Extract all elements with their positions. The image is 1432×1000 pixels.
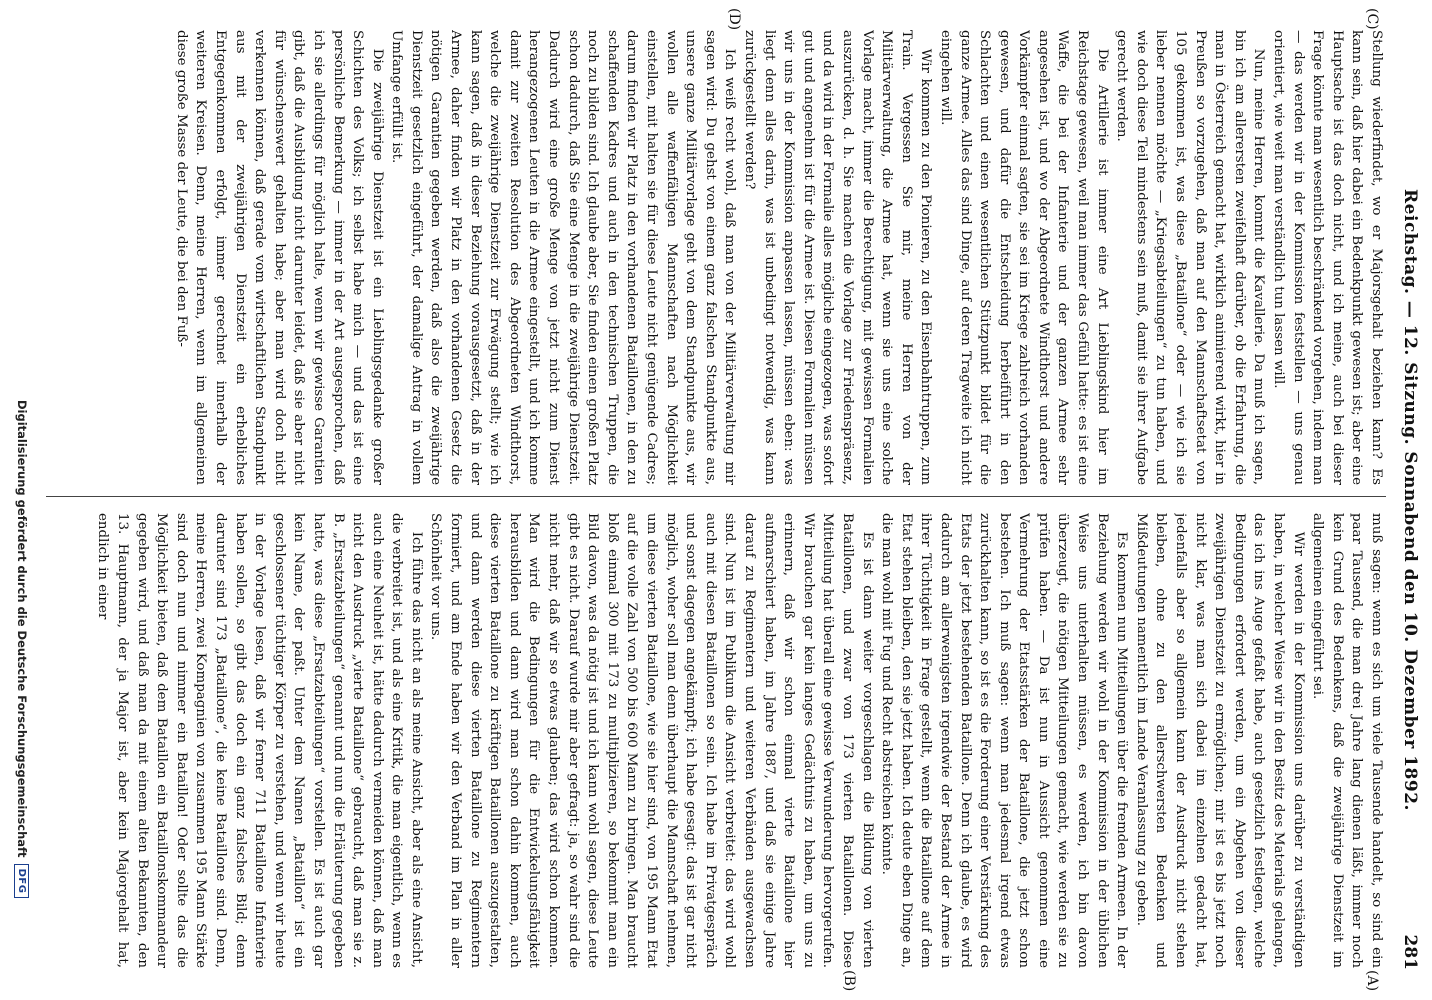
paragraph: muß sagen: wenn es sich um viele Tausende handelt, so sind ein paar Tausend, die man drei Jahre lang dienen läßt, immer noch kein Grund des Bedenkens, daß die zweijährige Dienstzeit im allgemeinen eingeführt sei. — [1310, 513, 1384, 968]
digitization-credit-text: Digitalisierung gefördert durch die Deutsche Forschungsgemeinschaft — [15, 400, 29, 858]
paragraph: Die zweijährige Dienstzeit ist ein Lieblingsgedanke großer Schichten des Volks; ich selbst habe mich — und das ist eine persönliche Bemerkung — immer in der Art ausgesprochen, daß ich sie allerdings für möglich halte, wenn wir gewisse Garantien gibt, daß die Ausbildung nicht darunter leidet, daß sie aber nicht für wünschenswert gehalten habe; aber man wird doch nicht verkennen können, daß gerade vom wirtschaftlichen Standpunkt aus mit der zweijährigen Dienstzeit ein erhebliches Entgegenkommen erfolgt, immer gerechnet innerhalb der weiteren Kreisen. Denn, meine Herren, wenn im allgemeinen diese große Masse der Leute, die bei den Fuß- — [173, 30, 385, 485]
paragraph: Ich weiß recht wohl, daß man von der Militärverwaltung mir sagen wird: Du gehst von einem ganz falschen Standpunkte aus, unsere ganze Militärvorlage geht von dem Standpunkte aus, wir wollen alle waffenfähigen Mannschaften nach Möglichkeit einstellen, mit halten sie für diese Leute nicht genügende Cadres; darum finden wir Platz in den vorhandenen Bataillonen, in den zu schaffenden Kadres und auch in den technischen Truppen, die noch zu bilden sind. Ich glaube aber, Sie finden einen großen Platz schon dadurch, daß Sie eine Menge in die zweijährige Dienstzeit. Dadurch wird eine große Menge von jetzt nicht zum Dienst herangezogenen Leuten in die Armee eingestellt, und ich komme damit zur zweiten Resolution des Abgeordneten Windthorst, welche die zweijährige Dienstzeit zur Erwägung stellt; wie ich kann sagen, daß in dieser Beziehung vorausgesetzt, daß in der Armee, daher finden wir Platz in den vorhandenen Gesetz die nötigen Garantien gegeben werden, daß also die zweijährige Dienstzeit gesetzlich eingeführt, der damalige Antrag in vollem Umfange erfüllt ist. — [389, 30, 738, 485]
paragraph: Wir werden in der Kommission uns darüber zu verständigen haben, in welcher Weise wir in den Besitz des Materials gelangen, das ich ins Auge gefaßt habe, auch gesetzlich festlegen, welche Bedingungen erfordert werden, um ein Abgehen von dieser zweijährigen Dienstzeit zu ermöglichen; mir ist es bis jetzt noch nicht klar, was man sich dabei im einzelnen gedacht hat, jedenfalls aber so allgemein kann der Ausdruck nicht stehen bleiben, ohne zu den allerschwersten Bedenken und Mißdeutungen namentlich im Lande Veranlassung zu geben. — [1133, 513, 1306, 968]
page-header — [1390, 30, 1424, 970]
margin-mark-d: (D) — [726, 8, 742, 31]
paragraph: Die Artillerie ist immer eine Art Lieblingskind hier im Reichstage gewesen, weil man immer das Gefühl hatte: es ist eine Waffe, die bei der Infanterie und der ganzen Armee sehr angesehen ist, und wo der Abgeordnete Windthorst und andere Vorkämpfer einmal sagten, sie sei im Kriege zahlreich vorhanden gewesen, und dafür die Entscheidung herbeiführt in den Schlachten und einen wesentlichen Stützpunkt bildet für die ganze Armee. Alles das sind Dinge, auf deren Tragweite ich nicht eingehen will. — [937, 30, 1110, 485]
paragraph: Nun, meine Herren, kommt die Kavallerie. Da muß ich sagen, bin ich am allerersten zweifelhaft darüber, ob die Erfahrung, die man in Österreich gemacht hat, wirklich animierend wirkt, hier in Preußen so vorzugehen, daß man auf den Mannschaftsetat von 105 gekommen ist, was diese „Bataillone“ oder — wie ich sie lieber nennen möchte — „Kriegsabteilungen“ zu tun haben, und wie doch diese Teil mindestens sein muß, damit sie ihrer Aufgabe gerecht werden. — [1114, 30, 1267, 485]
page-number: 281 — [1400, 934, 1420, 970]
column-divider — [46, 496, 1386, 497]
margin-mark-c: (C) — [1364, 8, 1380, 30]
margin-mark-b: (B) — [841, 970, 857, 992]
text-column-left — [46, 513, 1386, 968]
paragraph: Stellung wiederfindet, wo er Majorsgehalt beziehen kann? Es kann sein, daß hier dabei ein Bedenkpunkt gewesen ist; aber eine Hauptsache ist das doch nicht, und ich meine, auch bei dieser Frage könnte man wesentlich beschränkend vorgehen, indem man — das werden wir in der Kommission feststellen — uns genau orientiert, wie weit man verständlich tun lassen will. — [1271, 30, 1384, 485]
digitization-credit — [8, 400, 36, 1000]
margin-mark-a: (A) — [1364, 970, 1380, 992]
paragraph: Es ist dann weiter vorgeschlagen die Bildung von vierten Bataillonen, und zwar von 173 vierten Bataillonen. Diese Mitteilung hat überall eine gewisse Verwunderung hervorgerufen. Wir brauchen gar kein langes Gedächtnis zu haben, um uns zu erinnern, daß wir schon einmal vierte Bataillone hier aufmarschiert haben, im Jahre 1887, und daß sie einige Jahre darauf zu Regimentern und weiteren Verbänden ausgewachsen sind. Nun ist im Publikum die Ansicht verbreitet: das wird wohl auch mit diesen Bataillonen so sein. Ich habe im Privatgespräch und sonst dagegen angekämpft; ich habe gesagt: das ist gar nicht möglich, woher soll man denn überhaupt die Mannschaft nehmen, um diese vierten Bataillone, wie sie hier sind, von 195 Mann Etat auf die volle Zahl von 500 bis 600 Mann zu bringen. Man braucht bloß einmal 300 mit 173 zu multiplizieren, so bekommt man ein Bild davon, was da nötig ist und ich kann wohl sagen, diese Leute gibt es nicht. Darauf wurde mir aber gefragt: ja, so wahr sind die nicht mehr, daß wir so etwas glauben; das wird schon kommen. Man wird die Bedingungen für die Entwickelungsfähigkeit herausbilden und dann wird man schon dahin kommen, auch diese vierten Bataillone zu kräftigen Bataillonen auszugestalten, und dann werden diese vierten Bataillone zu Regimentern formiert, und am Ende haben wir den Verband im Plan in aller Schönheit vor uns. — [428, 513, 875, 968]
paragraph: Es kommen nun Mitteilungen über die fremden Armeen. In der Beziehung werden wir wohl in der Kommission in der üblichen Weise uns unterhalten müssen, es werden, ich bin davon überzeugt, die nötigen Mitteilungen gemacht, wie werden sie zu prüfen haben. — Da ist nun in Aussicht genommen eine Vermehrung der Etatsstärken der Bataillone, die jetzt schon bestehen. Ich muß sagen: wenn man jedesmal irgend etwas zurückhalten kann, so ist es die Forderung einer Verstärkung des Etats der jetzt bestehenden Bataillone. Denn ich glaube, es wird dadurch am allerwenigsten irgendwie der Bestand der Armee in ihrer Tüchtigkeit in Frage gestellt, wenn die Bataillone auf dem Etat stehen bleiben, den sie jetzt haben. Ich deute eben Dinge an, die man wohl mit Fug und Recht abstreichen könnte. — [879, 513, 1130, 968]
dfg-logo: DFG — [15, 864, 30, 899]
running-title: Reichstag. — 12. Sitzung. Sonnabend den 10. Dezember 1892. — [1400, 189, 1420, 811]
text-column-right — [46, 30, 1386, 485]
paragraph: Ich führe das nicht an als meine Ansicht, aber als eine Ansicht, die verbreitet ist, und als eine Kritik, die man eigentlich, wenn es auch eine Neuheit ist, hätte dadurch vermeiden können, daß man nicht den Ausdruck „vierte Bataillone“ gebraucht, daß man sie z. B. „Ersatzabteilungen“ genannt und nun die Erläuterung gegeben hatte, was diese „Ersatzabteilungen“ vorstellen. Es ist auch gar kein Name, der paßt. Unter dem Namen „Bataillon“ ist ein geschlossener tüchtiger Körper zu verstehen, und wenn wir heute in der Vorlage lesen, daß wir ferner 711 Bataillone Infanterie haben sollen, so gibt das doch ein ganz falsches Bild; denn darunter sind 173 „Bataillone“, die keine Bataillone sind. Denn, meine Herren, zwei Kompagnien von zusammen 195 Mann Stärke sind doch nun und nimmer ein Bataillon! Oder sollte das die Möglichkeit bieten, daß dem Bataillon ein Bataillonskommandeur gegeben wird, und daß man da mit einem alten Bekannten, den 13. Hauptmann, der ja Major ist, aber kein Majorgehalt hat, endlich in einer — [95, 513, 424, 968]
paragraph: Wir kommen zu den Pionieren, zu den Eisenbahntruppen, zum Train. Vergessen Sie mir, meine Herren von der Militärverwaltung, die Armee hat, wenn sie uns eine solche Vorlage macht, immer die Berechtigung, mit gewissen Formalien auszurücken, d. h. Sie machen die Vorlage zur Friedenspräsenz, und da wird in der Formalie alles mögliche eingezogen, was sofort gut und angenehm ist für die Armee ist. Diesen Formalien müssen wir uns in der Kommission anpassen lassen, müssen eben: was liegt denn alles darin, was ist unbedingt notwendig, was kann zurückgestellt werden? — [742, 30, 934, 485]
